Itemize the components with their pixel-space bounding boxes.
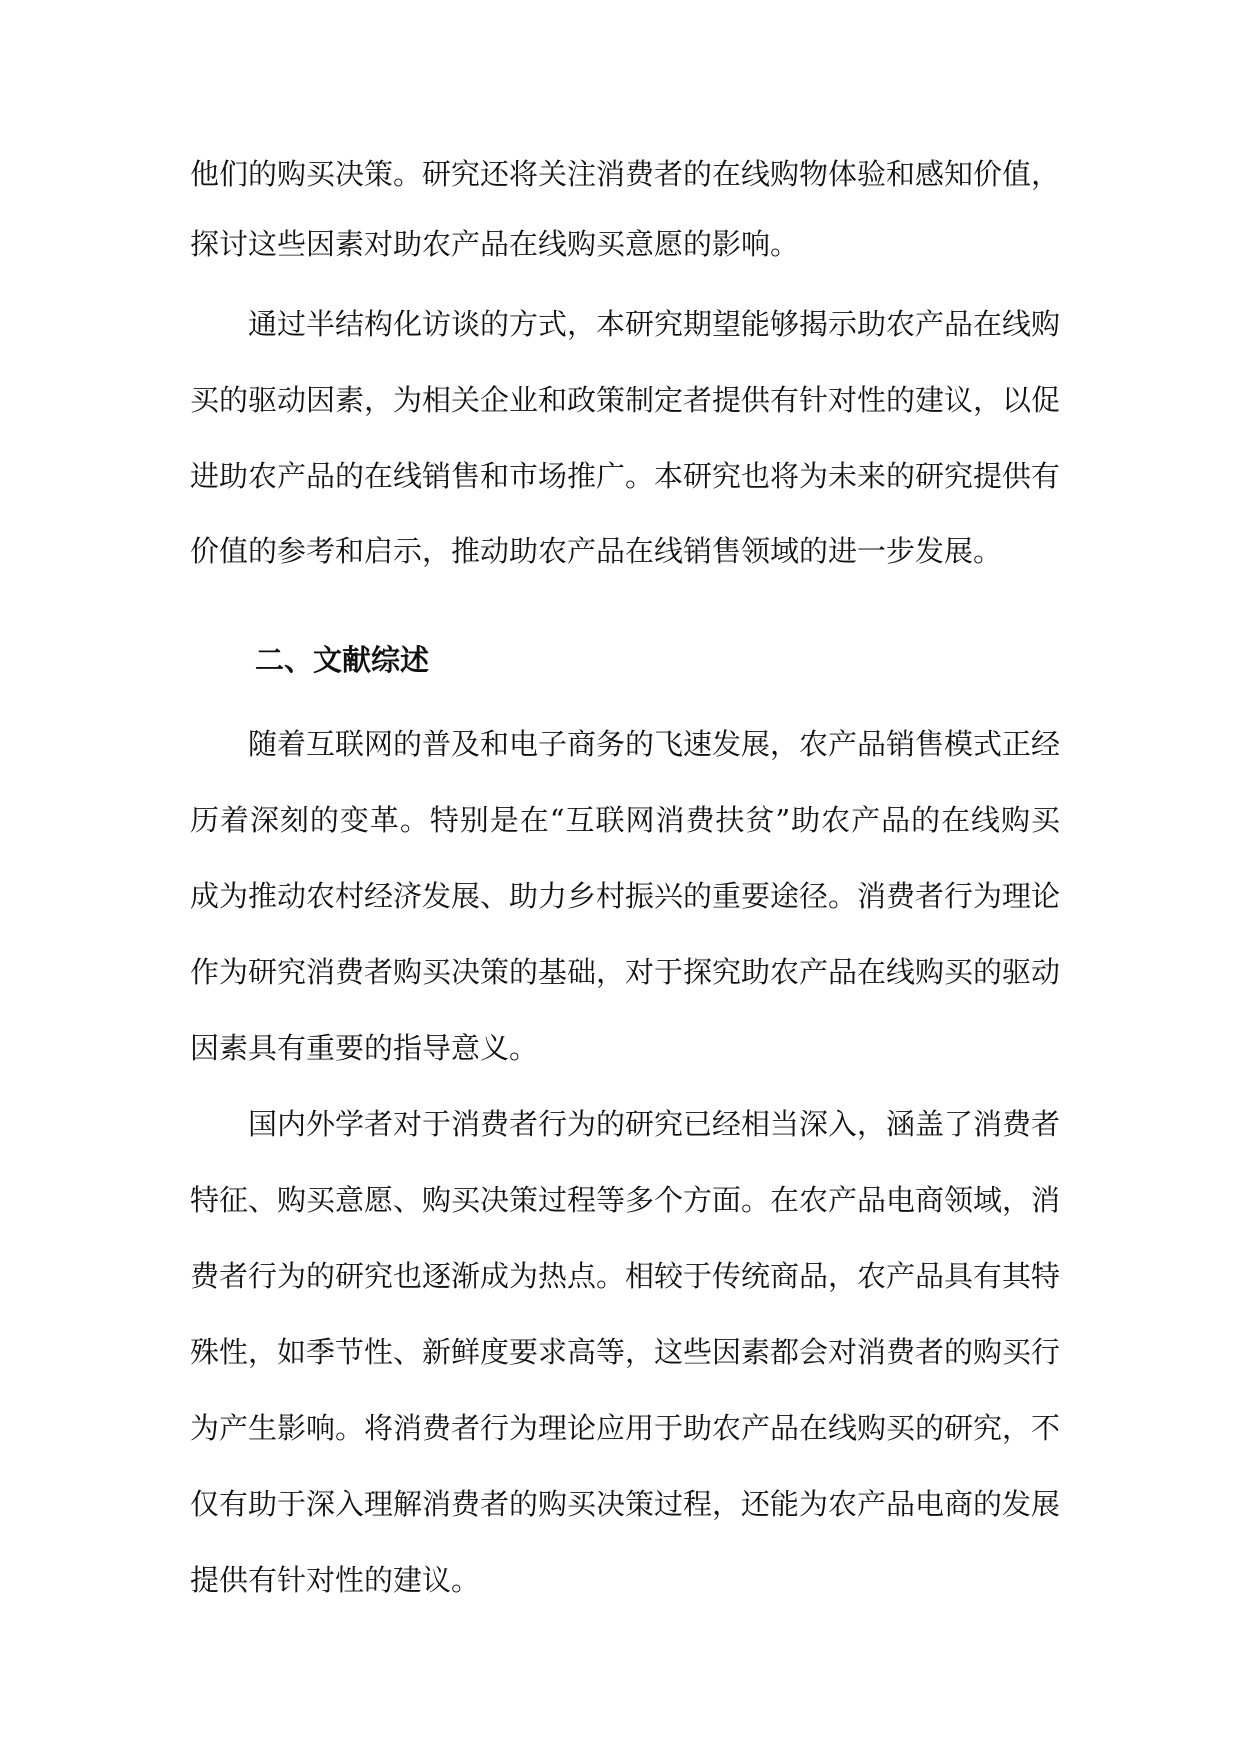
paragraph-line: 作为研究消费者购买决策的基础，对于探究助农产品在线购买的驱动 [190,955,1060,989]
paragraph-line: 费者行为的研究也逐渐成为热点。相较于传统商品，农产品具有其特 [190,1259,1060,1293]
paragraph-line: 通过半结构化访谈的方式，本研究期望能够揭示助农产品在线购 [248,307,1060,341]
paragraph-line: 提供有针对性的建议。 [190,1563,481,1597]
paragraph-line: 因素具有重要的指导意义。 [190,1031,539,1065]
paragraph-line: 价值的参考和启示，推动助农产品在线销售领域的进一步发展。 [190,534,1003,568]
paragraph-line: 殊性，如季节性、新鲜度要求高等，这些因素都会对消费者的购买行 [190,1335,1060,1369]
section-heading: 二、文献综述 [255,643,430,677]
paragraph-line: 历着深刻的变革。特别是在“互联网消费扶贫”助农产品的在线购买 [190,803,1060,837]
paragraph-line: 成为推动农村经济发展、助力乡村振兴的重要途径。消费者行为理论 [190,879,1060,913]
paragraph-line: 为产生影响。将消费者行为理论应用于助农产品在线购买的研究，不 [190,1411,1060,1445]
paragraph-line: 特征、购买意愿、购买决策过程等多个方面。在农产品电商领域，消 [190,1183,1060,1217]
paragraph-line: 他们的购买决策。研究还将关注消费者的在线购物体验和感知价值， [190,157,1060,191]
paragraph-line: 买的驱动因素，为相关企业和政策制定者提供有针对性的建议，以促 [190,383,1060,417]
paragraph-line: 探讨这些因素对助农产品在线购买意愿的影响。 [190,227,800,261]
paragraph-line: 随着互联网的普及和电子商务的飞速发展，农产品销售模式正经 [248,727,1060,761]
paragraph-line: 国内外学者对于消费者行为的研究已经相当深入，涵盖了消费者 [248,1107,1060,1141]
paragraph-line: 仅有助于深入理解消费者的购买决策过程，还能为农产品电商的发展 [190,1487,1060,1521]
paragraph-line: 进助农产品的在线销售和市场推广。本研究也将为未来的研究提供有 [190,459,1060,493]
